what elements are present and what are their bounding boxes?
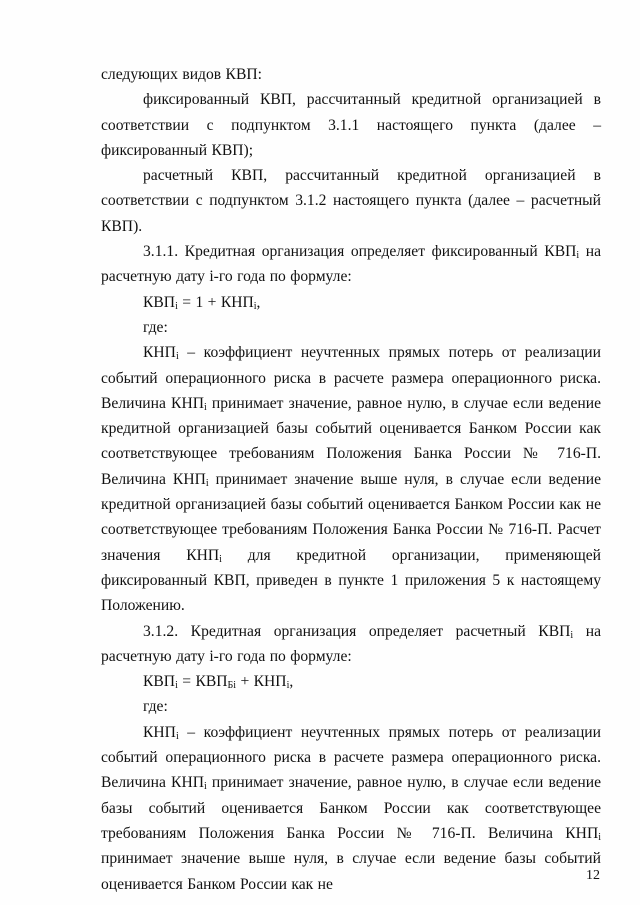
subscript: i xyxy=(570,629,574,641)
paragraph-1 xyxy=(101,87,601,163)
text-run: 3.1.1. Кредитная организация определяет фиксированный КВП xyxy=(143,243,577,261)
subscript: i xyxy=(253,300,257,312)
text-run: фиксированный КВП, рассчитанный кредитной организацией в соответствии с подпунктом 3.1.1 настоящего пункта (далее – фиксированный КВП); xyxy=(101,91,601,159)
text-run: где: xyxy=(143,698,168,716)
subscript: i xyxy=(175,300,178,312)
subscript: i xyxy=(203,401,207,413)
text-run: расчетный КВП, рассчитанный кредитной организацией в соответствии с подпунктом 3.1.2 настоящего пункта (далее – расчетный КВП). xyxy=(101,167,601,235)
text-run: + КНП xyxy=(236,673,287,691)
text-run: где: xyxy=(143,318,168,336)
paragraph-2 xyxy=(101,163,601,239)
text-run: – коэффициент неучтенных прямых потерь от реализации событий операционного риска в расчете размера операционного риска. Величина КНП xyxy=(101,344,601,412)
text-run: – коэффициент неучтенных прямых потерь от реализации событий операционного риска в расчете размера операционного риска. Величина КНП xyxy=(101,723,601,792)
text-run: принимает значение выше нуля, в случае если ведение базы событий оценивается Банком России как не xyxy=(101,850,601,893)
text-run: КВП xyxy=(143,673,176,691)
text-run: 3.1.2. Кредитная организация определяет расчетный КВП xyxy=(143,622,571,640)
subscript: i xyxy=(205,477,209,489)
text-run: на расчетную дату i-го года по формуле: xyxy=(101,622,601,665)
text-run: = 1 + КНП xyxy=(177,293,254,311)
text-run: принимает значение выше нуля, в случае если ведение кредитной организацией базы событий оценивается Банком России как не соответствующее требованиям Положения Банка России № 716-П. Расчет значения КНП xyxy=(101,470,601,564)
text-run: следующих видов КВП: xyxy=(101,66,262,83)
text-run: КНП xyxy=(143,723,176,741)
page-number: 12 xyxy=(586,868,600,883)
text-run: , xyxy=(289,673,294,691)
text-run: КНП xyxy=(143,344,176,362)
subscript: Бi xyxy=(227,680,237,692)
paragraph-9 xyxy=(101,694,601,719)
subscript: i xyxy=(175,680,178,692)
subscript: i xyxy=(203,781,207,793)
paragraph-4 xyxy=(101,290,601,315)
subscript: i xyxy=(286,680,290,692)
paragraph-8 xyxy=(101,669,601,694)
paragraph-5 xyxy=(101,315,601,340)
paragraph-10 xyxy=(101,720,601,897)
subscript: i xyxy=(598,831,601,843)
subscript: i xyxy=(576,250,580,262)
text-run: на расчетную дату i-го года по формуле: xyxy=(101,243,601,286)
document-body xyxy=(101,62,601,897)
subscript: i xyxy=(175,351,179,363)
paragraph-0 xyxy=(101,62,601,87)
text-run: принимает значение, равное нулю, в случае если ведение базы событий оценивается Банком России как соответствующее требованиям Положения Банка России № 716-П. Величина КНП xyxy=(101,774,601,842)
paragraph-6 xyxy=(101,340,601,618)
text-run: для кредитной организации, применяющей фиксированный КВП, приведен в пункте 1 приложения 5 к настоящему Положению. xyxy=(101,546,601,615)
text-run: , xyxy=(256,293,261,311)
text-run: принимает значение, равное нулю, в случае если ведение кредитной организацией базы событий оценивается Банком России как соответствующее требованиям Положения Банка России № 716-П. Величина КНП xyxy=(101,394,601,488)
text-run: = КВП xyxy=(177,673,228,691)
subscript: i xyxy=(175,730,179,742)
paragraph-3 xyxy=(101,239,601,290)
text-run: КВП xyxy=(143,293,176,311)
paragraph-7 xyxy=(101,619,601,670)
subscript: i xyxy=(219,553,222,565)
